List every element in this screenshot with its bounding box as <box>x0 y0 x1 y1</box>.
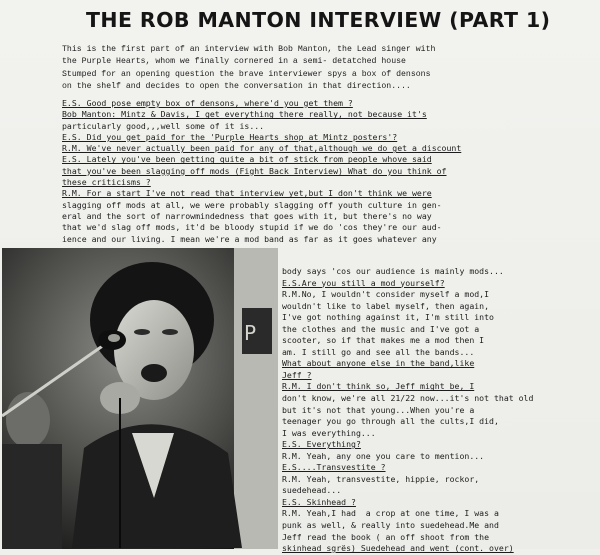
interview-line: suedehead... <box>282 485 342 496</box>
interview-line: R.M. Yeah,I had a crop at one time, I was a <box>282 508 499 519</box>
interview-line: eral and the sort of narrowmindedness that goes with it, but there's no way <box>62 210 432 221</box>
interview-line: wouldn't like to label myself, then again, <box>282 300 490 311</box>
intro-line: on the shelf and decides to open the conversation in that direction.... <box>62 81 411 91</box>
intro-line: Stumped for an opening question the brave interviewer spys a box of densons <box>62 69 431 79</box>
interview-column <box>282 266 600 555</box>
interview-line: E.S. Did you get paid for the 'Purple Hearts shop at Mintz posters'? <box>62 131 398 142</box>
intro-paragraph <box>62 44 582 93</box>
interview-line: R.M. Yeah, any one you care to mention... <box>282 450 485 461</box>
interview-line: these criticisms ? <box>62 177 151 188</box>
interview-body <box>62 98 594 245</box>
interview-line: Jeff ? <box>282 369 312 380</box>
page-title: THE ROB MANTON INTERVIEW (PART 1) <box>86 8 551 32</box>
band-photo <box>2 248 278 549</box>
intro-line: the Purple Hearts, whom we finally cornered in a semi- detatched house <box>62 57 406 67</box>
interview-line: particularly good,,,well some of it is... <box>62 120 265 131</box>
interview-line: don't know, we're all 21/22 now...it's not that old <box>282 393 534 404</box>
interview-line: R.M. Yeah, transvestite, hippie, rockor, <box>282 473 480 484</box>
interview-line: am. I still go and see all the bands... <box>282 346 475 357</box>
interview-line: teenager you go through all the cults,I did, <box>282 416 499 427</box>
interview-line: R.M. For a start I've not read that interview yet,but I don't think we were <box>62 188 432 199</box>
interview-line: body says 'cos our audience is mainly mods... <box>282 266 504 276</box>
interview-line: R.M. We've never actually been paid for any of that,although we do get a discount <box>62 143 462 154</box>
interview-line: scooter, so if that makes me a mod then I <box>282 335 485 346</box>
interview-line: but it's not that young...When you're a <box>282 404 475 415</box>
interview-line: E.S. Skinhead ? <box>282 496 356 507</box>
interview-line: punk as well, & really into suedehead.Me and <box>282 520 499 531</box>
interview-line: Bob Manton: Mintz & Davis, I get everything there really, not because it's <box>62 109 427 120</box>
interview-line: E.S. Good pose empty box of densons, where'd you get them ? <box>62 98 353 108</box>
interview-line: R.M. I don't think so, Jeff might be, I <box>282 381 475 392</box>
interview-line: that we'd slag off mods, it'd be bloody stupid if we do 'cos they're our aud- <box>62 222 442 233</box>
interview-line: E.S.Are you still a mod yourself? <box>282 277 445 288</box>
svg-text:P: P <box>244 321 257 345</box>
interview-line: E.S. Everything? <box>282 439 361 450</box>
interview-line: I've got nothing against it, I'm still into <box>282 312 494 323</box>
interview-line: the clothes and the music and I've got a <box>282 323 480 334</box>
interview-line: skinhead sgrës) Suedehead and went (cont. over) <box>282 543 514 554</box>
interview-line: R.M.No, I wouldn't consider myself a mod,I <box>282 289 490 300</box>
intro-line: This is the first part of an interview with Bob Manton, the Lead singer with <box>62 45 436 54</box>
interview-line: I was everything... <box>282 427 376 438</box>
interview-line: What about anyone else in the band,like <box>282 358 475 369</box>
interview-line: E.S....Transvestite ? <box>282 462 386 473</box>
interview-line: E.S. Lately you've been getting quite a bit of stick from people whove said <box>62 154 432 165</box>
interview-line: Jeff read the book ( an off shoot from the <box>282 531 490 542</box>
interview-line: ience and our living. I mean we're a mod band as far as it goes whatever any <box>62 233 437 244</box>
interview-line: that you've been slagging off mods (Fight Back Interview) What do you think of <box>62 165 447 176</box>
interview-line: slagging off mods at all, we were probably slagging off youth culture in gen- <box>62 199 442 210</box>
singer-photo-illustration <box>2 248 278 549</box>
